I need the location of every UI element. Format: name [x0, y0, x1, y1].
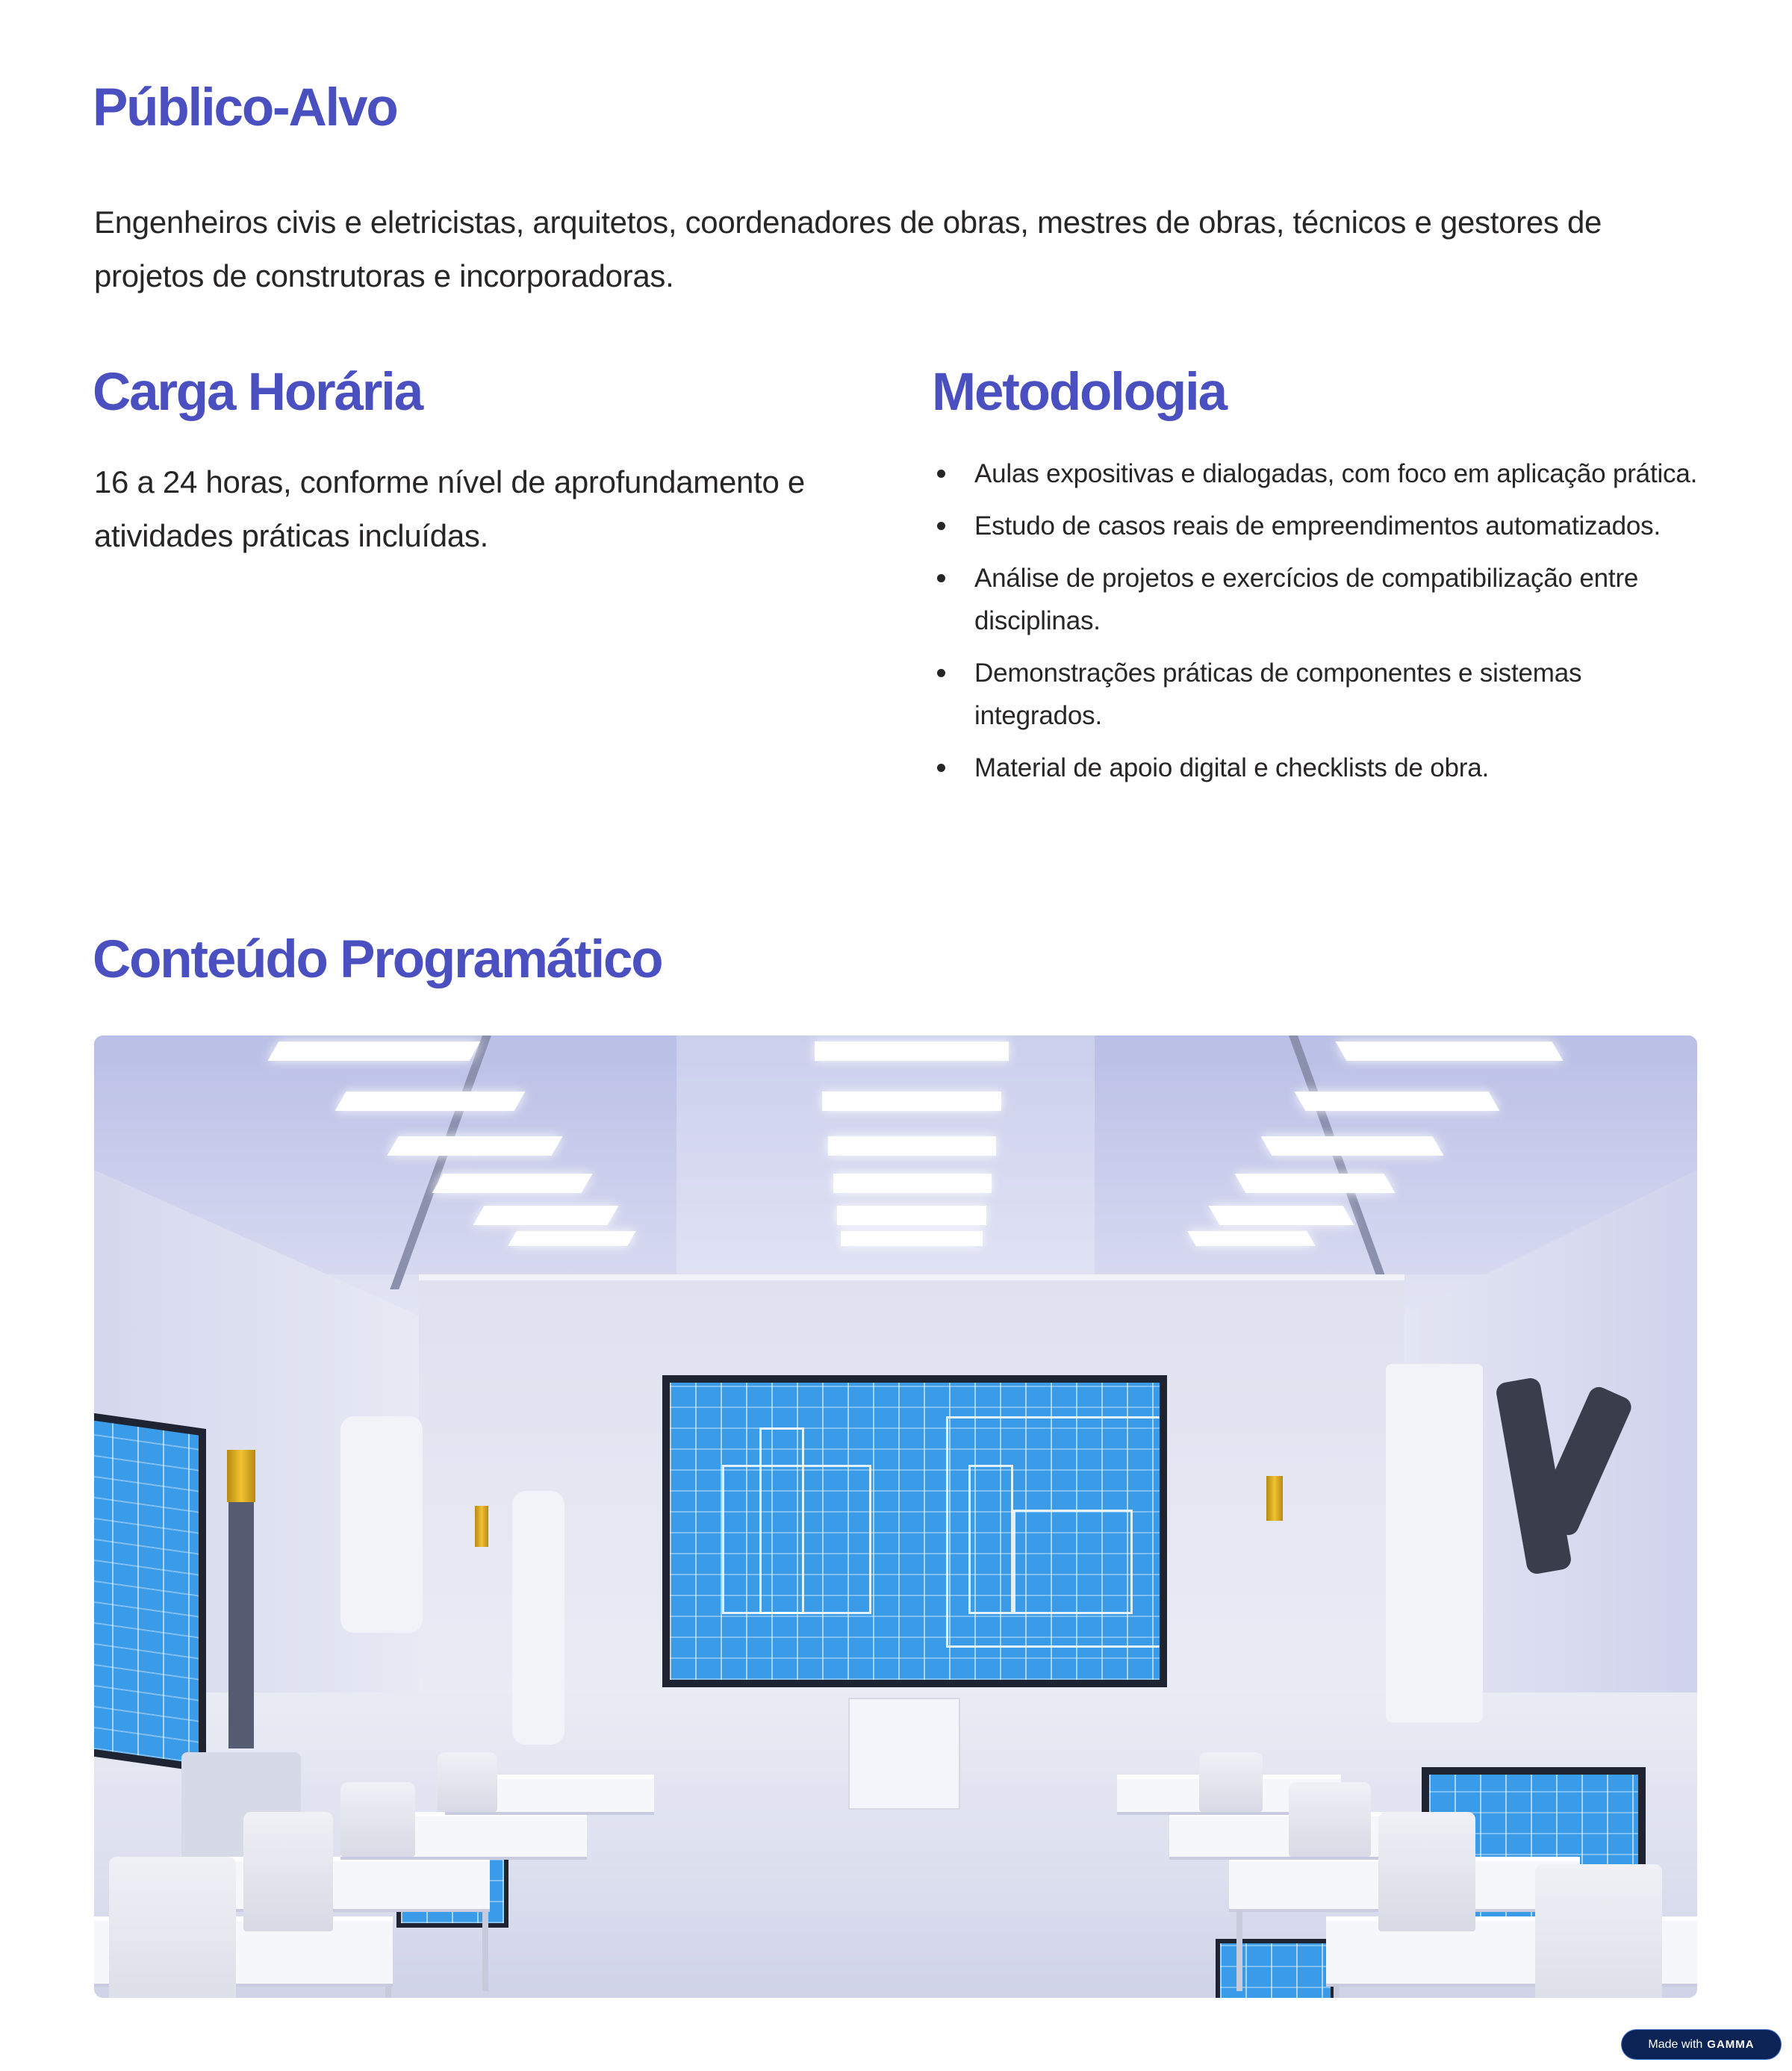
- bullet-icon: [937, 574, 945, 582]
- ceiling-light: [815, 1041, 1009, 1061]
- ceiling-light: [828, 1136, 996, 1156]
- ceiling-light: [387, 1136, 562, 1156]
- bullet-icon: [937, 764, 945, 772]
- chair: [438, 1752, 497, 1812]
- main-blueprint-screen: [662, 1375, 1167, 1687]
- ceiling-light: [1335, 1041, 1563, 1061]
- chair: [1199, 1752, 1263, 1812]
- ceiling-light: [841, 1231, 983, 1246]
- desk-leg: [1334, 1984, 1340, 1998]
- list-item: [933, 505, 1702, 547]
- robot-gold-part: [227, 1450, 255, 1502]
- robot-column: [228, 1502, 254, 1748]
- ceiling-light: [822, 1091, 1001, 1111]
- ceiling-light: [335, 1091, 525, 1111]
- chair: [1378, 1812, 1475, 1931]
- ceiling-light: [833, 1174, 992, 1193]
- chair: [109, 1857, 236, 1998]
- desk-leg: [385, 1984, 391, 1998]
- carga-horaria-text: 16 a 24 horas, conforme nível de aprofundamento e atividades práticas incluídas.: [94, 464, 805, 553]
- list-item: [933, 747, 1702, 789]
- robot-arm-white: [512, 1491, 564, 1745]
- small-monitor-right: [1216, 1939, 1335, 1998]
- gamma-logo: GAMMA: [1707, 2038, 1755, 2051]
- blueprint-drawing: [1013, 1510, 1133, 1614]
- podium: [848, 1698, 960, 1810]
- desk-leg: [482, 1909, 488, 1991]
- ceiling-light: [1260, 1136, 1443, 1156]
- ceiling-light: [1294, 1091, 1499, 1111]
- list-item: [933, 557, 1702, 642]
- list-item-text: Demonstrações práticas de componentes e sistemas integrados.: [974, 658, 1582, 730]
- desk-leg: [1236, 1909, 1242, 1991]
- robot-cabinet: [1386, 1364, 1483, 1722]
- list-item: [933, 652, 1702, 737]
- bullet-icon: [937, 669, 945, 677]
- blueprint-drawing: [759, 1427, 804, 1614]
- blueprint-drawing: [968, 1465, 1013, 1614]
- chair: [243, 1812, 333, 1931]
- robot-gold-part: [1266, 1476, 1283, 1521]
- metodologia-list: [933, 452, 1702, 799]
- robot-gold-part: [475, 1506, 488, 1547]
- ceiling-light: [837, 1206, 986, 1225]
- ceiling-light: [473, 1206, 618, 1225]
- heading-carga-horaria: Carga Horária: [93, 363, 422, 422]
- list-item: [933, 452, 1702, 495]
- heading-metodologia: Metodologia: [932, 363, 1226, 422]
- bullet-icon: [937, 470, 945, 478]
- heading-conteudo-programatico: Conteúdo Programático: [93, 930, 662, 989]
- list-item-text: Análise de projetos e exercícios de compatibilização entre disciplinas.: [974, 564, 1639, 635]
- ceiling-light: [1234, 1174, 1395, 1193]
- list-item-text: Estudo de casos reais de empreendimentos automatizados.: [974, 511, 1661, 541]
- chair: [1535, 1864, 1662, 1998]
- list-item-text: Material de apoio digital e checklists de obra.: [974, 753, 1490, 782]
- chair: [340, 1782, 415, 1857]
- desk: [199, 1857, 490, 1909]
- list-item-text: Aulas expositivas e dialogadas, com foco em aplicação prática.: [974, 459, 1698, 488]
- heading-publico-alvo: Público-Alvo: [93, 78, 397, 137]
- ceiling-light: [432, 1174, 592, 1193]
- left-wall-screen: [94, 1411, 206, 1772]
- robot-arm-white: [340, 1416, 423, 1633]
- bullet-icon: [937, 522, 945, 530]
- training-lab-image: [94, 1036, 1697, 1998]
- made-with-gamma-badge[interactable]: [1622, 2030, 1781, 2059]
- ceiling-light: [267, 1041, 480, 1061]
- ceiling-light: [1208, 1206, 1354, 1225]
- chair: [1289, 1782, 1371, 1857]
- ceiling-light: [508, 1231, 636, 1246]
- ceiling-light: [1187, 1231, 1316, 1246]
- publico-alvo-text: Engenheiros civis e eletricistas, arquitetos, coordenadores de obras, mestres de obras, técnicos e gestores de projetos de construtoras e incorporadoras.: [94, 205, 1602, 293]
- badge-prefix: Made with: [1648, 2037, 1703, 2051]
